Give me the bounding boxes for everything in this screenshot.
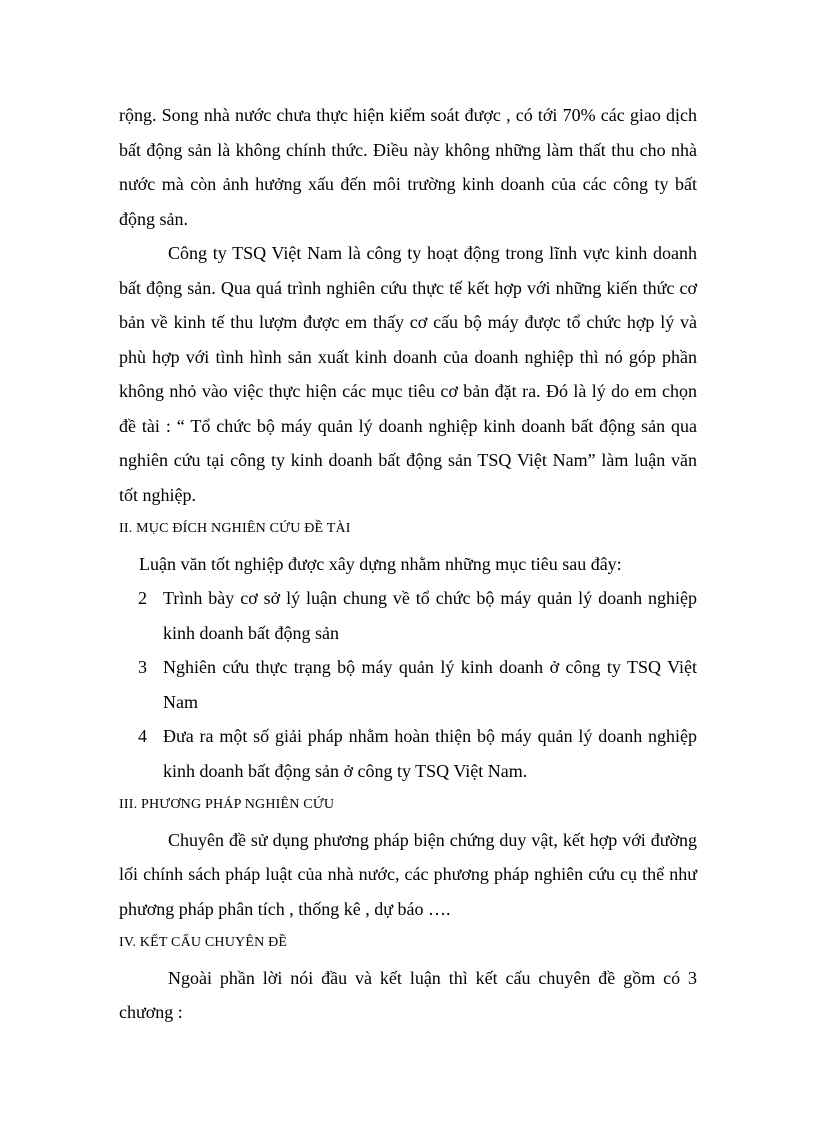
list-item-text: Trình bày cơ sở lý luận chung về tổ chức bộ máy quản lý doanh nghiệp kinh doanh bất động sản — [163, 588, 697, 643]
list-item-text: Nghiên cứu thực trạng bộ máy quản lý kinh doanh ở công ty TSQ Việt Nam — [163, 657, 697, 712]
list-item-number: 2 — [138, 588, 147, 608]
section-4-heading: IV. KẾT CẤU CHUYÊN ĐỀ — [119, 935, 288, 950]
intro-paragraph: rộng. Song nhà nước chưa thực hiện kiểm soát được , có tới 70% các giao dịch bất động sản là không chính thức. Điều này không những làm thất thu cho nhà nước mà còn ảnh hưởng xấu đến môi trường kinh doanh của các công ty bất động sản. — [119, 105, 697, 229]
list-item-number: 4 — [138, 726, 147, 746]
list-item — [119, 719, 697, 788]
page-content — [119, 98, 697, 1030]
list-item-text: Đưa ra một số giải pháp nhằm hoàn thiện bộ máy quản lý doanh nghiệp kinh doanh bất động sản ở công ty TSQ Việt Nam. — [163, 726, 697, 781]
section-2-intro: Luận văn tốt nghiệp được xây dựng nhằm những mục tiêu sau đây: — [139, 553, 622, 574]
list-item-number: 3 — [138, 657, 147, 677]
section-2-heading: II. MỤC ĐÍCH NGHIÊN CỨU ĐỀ TÀI — [119, 521, 351, 536]
list-item — [119, 581, 697, 650]
section-4-body: Ngoài phần lời nói đầu và kết luận thì kết cấu chuyên đề gồm có 3 chương : — [119, 967, 697, 1022]
company-paragraph: Công ty TSQ Việt Nam là công ty hoạt động trong lĩnh vực kinh doanh bất động sản. Qua quá trình nghiên cứu thực tế kết hợp với những kiến thức cơ bản về kinh tế thu lượm được em thấy cơ cấu bộ máy được tổ chức hợp lý và phù hợp với tình hình sản xuất kinh doanh của doanh nghiệp thì nó góp phần không nhỏ vào việc thực hiện các mục tiêu cơ bản đặt ra. Đó là lý do em chọn đề tài : “ Tổ chức bộ máy quản lý doanh nghiệp kinh doanh bất động sản qua nghiên cứu tại công ty kinh doanh bất động sản TSQ Việt Nam” làm luận văn tốt nghiệp. — [119, 243, 697, 505]
section-3-heading: III. PHƯƠNG PHÁP NGHIÊN CỨU — [119, 797, 335, 812]
list-item — [119, 650, 697, 719]
goals-list — [119, 581, 697, 788]
section-3-body: Chuyên đề sử dụng phương pháp biện chứng duy vật, kết hợp với đường lối chính sách pháp luật của nhà nước, các phương pháp nghiên cứu cụ thể như phương pháp phân tích , thống kê , dự báo …. — [119, 829, 697, 919]
